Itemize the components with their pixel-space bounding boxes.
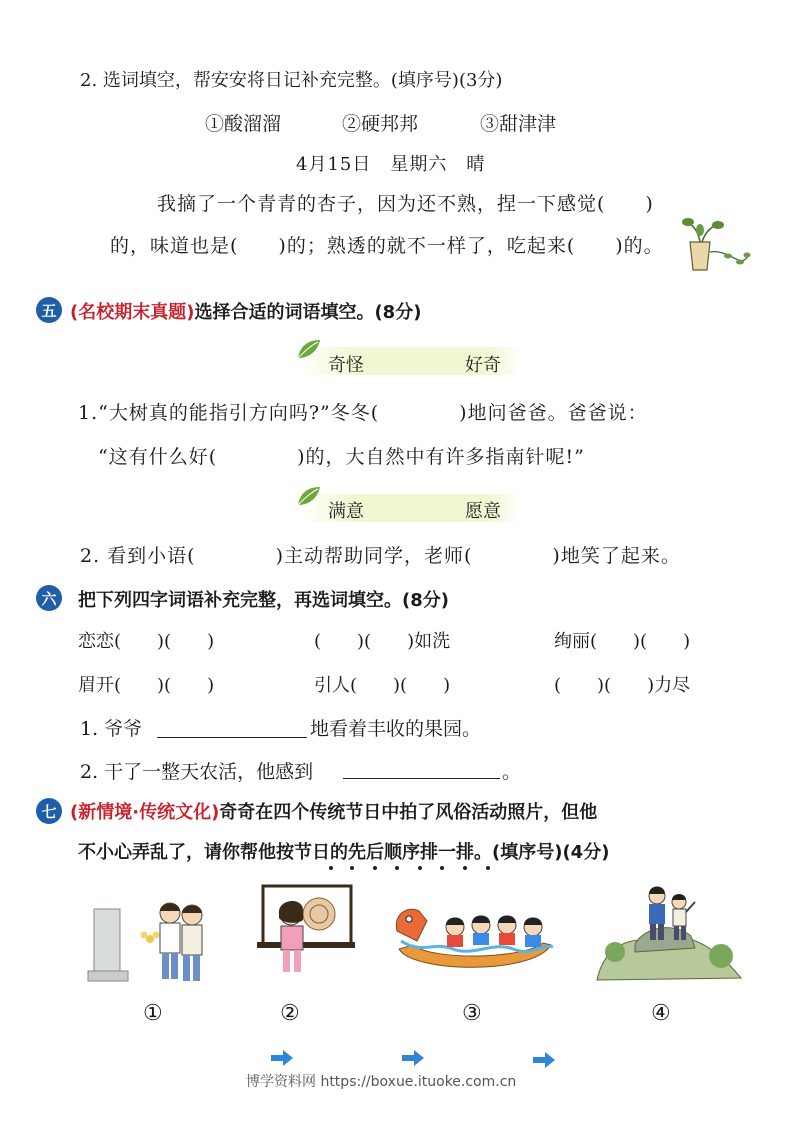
idiom-1: 恋恋( )( ): [78, 631, 215, 652]
sec6-q2-prefix: 2. 干了一整天农活，他感到: [80, 761, 314, 783]
footer-watermark: 博学资料网 https://boxue.ituoke.com.cn: [246, 1074, 517, 1090]
emphasis-dot: [418, 866, 422, 870]
emphasis-dot: [329, 866, 333, 870]
section-5-badge: 五: [36, 297, 62, 323]
sec5-q1-line-1: 1.“大树真的能指引方向吗?”冬冬( )地问爸爸。爸爸说：: [78, 402, 648, 424]
arrow-right-icon: [402, 1050, 424, 1066]
sec6-q1-suffix: 地看着丰收的果园。: [310, 718, 482, 740]
paper-cut-window-illustration: [255, 884, 355, 984]
word-bank-1-word-1: 奇怪: [328, 355, 364, 376]
answer-blank-2[interactable]: [343, 778, 500, 779]
arrow-right-icon: [271, 1050, 293, 1066]
diary-date: 4月15日 星期六 晴: [296, 154, 486, 175]
sec6-q2-suffix: 。: [502, 761, 522, 783]
section-5-title: 选择合适的词语填空。(8分): [194, 302, 422, 323]
leaf-icon: [296, 485, 322, 507]
emphasis-dot: [350, 866, 354, 870]
idiom-3: 绚丽( )( ): [554, 631, 691, 652]
diary-line-2: 的，味道也是( )的；熟透的就不一样了，吃起来( )的。: [110, 235, 664, 257]
idiom-5: 引人( )( ): [314, 675, 451, 696]
mountain-climbing-illustration: [595, 882, 743, 987]
leaf-icon: [296, 338, 322, 360]
q2-title: 2. 选词填空，帮安安将日记补充完整。(填序号)(3分): [80, 70, 503, 91]
sec5-q2-line: 2. 看到小语( )主动帮助同学，老师( )地笑了起来。: [80, 545, 681, 567]
section-5-tag: (名校期末真题): [70, 302, 195, 323]
diary-line-1: 我摘了一个青青的杏子，因为还不熟，捏一下感觉( ): [157, 193, 654, 215]
q2-option-2: ②硬邦邦: [342, 113, 419, 135]
emphasis-dot: [395, 866, 399, 870]
section-6-title: 把下列四字词语补充完整，再选词填空。(8分): [78, 590, 449, 611]
word-bank-2-word-1: 满意: [328, 501, 364, 522]
dragon-boat-illustration: [393, 895, 558, 985]
potted-plant-illustration: [680, 212, 752, 274]
picture-label-1: ①: [143, 1001, 163, 1026]
section-7-tag: (新情境·传统文化): [70, 802, 220, 823]
picture-label-3: ③: [462, 1001, 482, 1026]
section-6-badge: 六: [36, 585, 62, 611]
q2-option-3: ③甜津津: [480, 113, 557, 135]
idiom-2: ( )( )如洗: [314, 631, 451, 652]
sec6-q1-prefix: 1. 爷爷: [80, 718, 143, 740]
arrow-right-icon: [533, 1052, 555, 1068]
section-7-line-2: 不小心弄乱了，请你帮他按节日的先后顺序排一排。(填序号)(4分): [78, 842, 610, 863]
emphasis-dot: [463, 866, 467, 870]
section-7-badge: 七: [36, 798, 62, 824]
section-7-title: 奇奇在四个传统节日中拍了风俗活动照片，但他: [219, 802, 598, 823]
emphasis-dot: [440, 866, 444, 870]
answer-blank-1[interactable]: [157, 737, 307, 738]
tomb-sweeping-illustration: [86, 895, 216, 990]
idiom-4: 眉开( )( ): [78, 675, 215, 696]
emphasis-dot: [373, 866, 377, 870]
section-5-heading: [70, 298, 421, 324]
section-7-heading: [70, 798, 597, 824]
word-bank-1-word-2: 好奇: [465, 355, 501, 376]
word-bank-2-word-2: 愿意: [465, 501, 501, 522]
emphasis-dot: [486, 866, 490, 870]
sec5-q1-line-2: “这有什么好( )的，大自然中有许多指南针呢!”: [98, 446, 585, 468]
q2-option-1: ①酸溜溜: [205, 113, 282, 135]
idiom-6: ( )( )力尽: [554, 675, 691, 696]
picture-label-4: ④: [651, 1001, 671, 1026]
picture-label-2: ②: [280, 1001, 300, 1026]
